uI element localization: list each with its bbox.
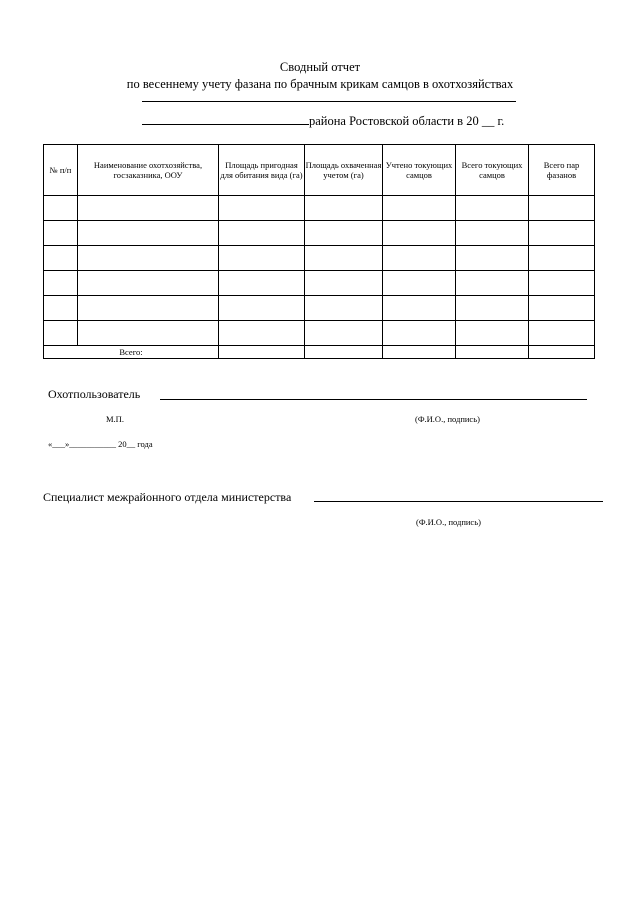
table-cell[interactable] xyxy=(383,321,456,346)
table-cell[interactable] xyxy=(305,196,383,221)
table-row xyxy=(44,221,595,246)
region-line-text: района Ростовской области в 20 __ г. xyxy=(309,114,505,128)
table-cell[interactable] xyxy=(305,296,383,321)
table-cell[interactable] xyxy=(305,221,383,246)
col-header-number: № п/п xyxy=(44,145,78,196)
table-cell[interactable] xyxy=(78,221,219,246)
table-cell[interactable] xyxy=(529,221,595,246)
col-header-suitable-area: Площадь пригодная для обитания вида (га) xyxy=(219,145,305,196)
table-cell[interactable] xyxy=(44,221,78,246)
table-cell[interactable] xyxy=(44,196,78,221)
table-cell[interactable] xyxy=(383,246,456,271)
region-line xyxy=(142,112,504,128)
table-cell[interactable] xyxy=(219,346,305,359)
table-cell[interactable] xyxy=(529,271,595,296)
table-row xyxy=(44,196,595,221)
specialist-label: Специалист межрайонного отдела министерства xyxy=(43,490,292,504)
stamp-label: М.П. xyxy=(106,414,124,424)
table-cell[interactable] xyxy=(44,296,78,321)
table-cell[interactable] xyxy=(305,246,383,271)
table-cell[interactable] xyxy=(529,296,595,321)
table-cell[interactable] xyxy=(44,321,78,346)
table-cell[interactable] xyxy=(78,271,219,296)
table-cell[interactable] xyxy=(78,321,219,346)
col-header-counted-males: Учтено токующих самцов xyxy=(383,145,456,196)
table-cell[interactable] xyxy=(383,271,456,296)
specialist-signature-line[interactable] xyxy=(314,501,603,502)
fill-line-top xyxy=(142,101,516,102)
table-cell[interactable] xyxy=(456,246,529,271)
table-cell[interactable] xyxy=(305,271,383,296)
table-cell[interactable] xyxy=(456,321,529,346)
table-cell[interactable] xyxy=(44,271,78,296)
table-cell[interactable] xyxy=(456,196,529,221)
table-cell[interactable] xyxy=(529,346,595,359)
total-label: Всего: xyxy=(44,346,219,359)
table-cell[interactable] xyxy=(383,221,456,246)
table-cell[interactable] xyxy=(78,246,219,271)
table-cell[interactable] xyxy=(456,296,529,321)
table-cell[interactable] xyxy=(383,196,456,221)
table-cell[interactable] xyxy=(44,246,78,271)
fio-signature-caption-1: (Ф.И.О., подпись) xyxy=(415,414,480,424)
table-cell[interactable] xyxy=(529,246,595,271)
report-table xyxy=(43,144,595,359)
hunter-user-signature-line[interactable] xyxy=(160,399,587,400)
table-cell[interactable] xyxy=(383,346,456,359)
document-subtitle: по весеннему учету фазана по брачным крикам самцов в охотхозяйствах xyxy=(126,77,514,91)
table-cell[interactable] xyxy=(529,196,595,221)
col-header-total-pairs: Всего пар фазанов xyxy=(529,145,595,196)
table-row xyxy=(44,296,595,321)
table-cell[interactable] xyxy=(383,296,456,321)
table-cell[interactable] xyxy=(219,321,305,346)
fio-signature-caption-2: (Ф.И.О., подпись) xyxy=(416,517,481,527)
table-cell[interactable] xyxy=(78,196,219,221)
table-cell[interactable] xyxy=(219,271,305,296)
table-cell[interactable] xyxy=(456,346,529,359)
table-cell[interactable] xyxy=(456,221,529,246)
document-title: Сводный отчет xyxy=(279,60,361,74)
table-cell[interactable] xyxy=(305,321,383,346)
region-fill-line xyxy=(142,112,309,125)
total-row xyxy=(44,346,595,359)
table-header-row xyxy=(44,145,595,196)
date-field[interactable]: «___»___________ 20__ года xyxy=(48,439,153,449)
table-row xyxy=(44,246,595,271)
table-cell[interactable] xyxy=(529,321,595,346)
table-row xyxy=(44,321,595,346)
table-row xyxy=(44,271,595,296)
hunter-user-label: Охотпользователь xyxy=(48,387,141,401)
table-cell[interactable] xyxy=(219,196,305,221)
col-header-covered-area: Площадь охваченная учетом (га) xyxy=(305,145,383,196)
table-cell[interactable] xyxy=(305,346,383,359)
col-header-name: Наименование охотхозяйства, госзаказника, ООУ xyxy=(78,145,219,196)
col-header-total-males: Всего токующих самцов xyxy=(456,145,529,196)
table-cell[interactable] xyxy=(219,246,305,271)
table-cell[interactable] xyxy=(219,296,305,321)
table-cell[interactable] xyxy=(456,271,529,296)
table-cell[interactable] xyxy=(219,221,305,246)
table-cell[interactable] xyxy=(78,296,219,321)
